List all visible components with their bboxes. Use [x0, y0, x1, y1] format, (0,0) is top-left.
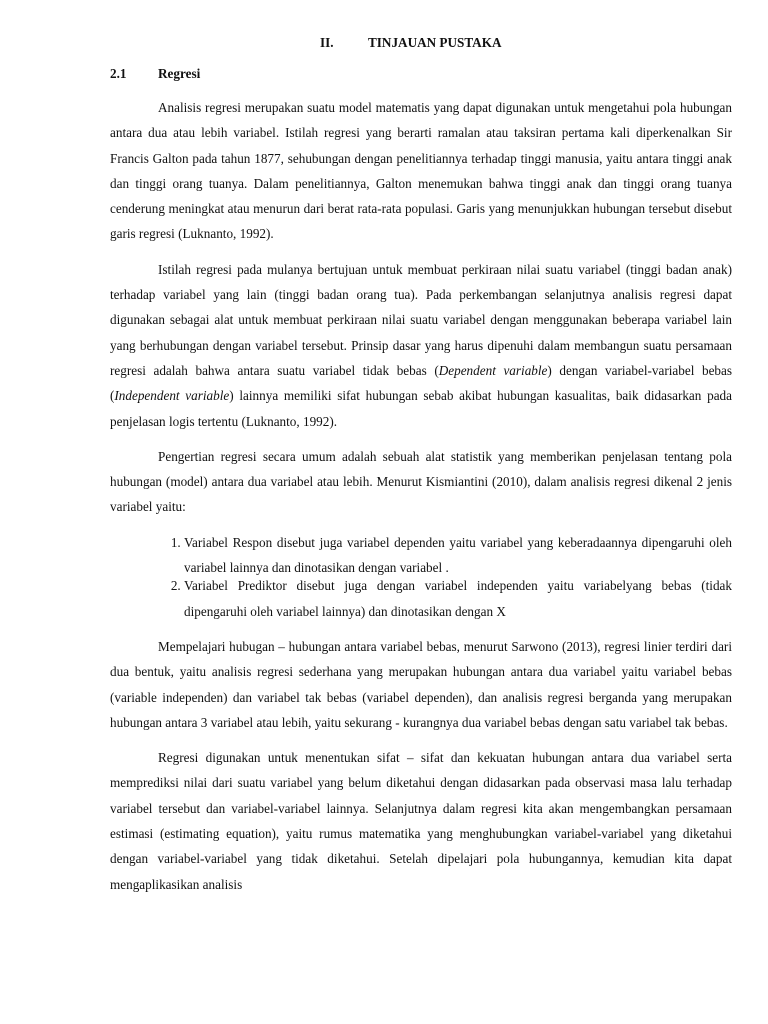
paragraph-2-italic-dependent: Dependent variable	[438, 362, 548, 378]
paragraph-2-text-c: ) lainnya memiliki sifat hubungan sebab akibat hubungan kasualitas, baik didasarkan pada penjelasan logis tertentu (Luknanto, 1992).	[110, 388, 732, 429]
chapter-heading	[320, 35, 501, 51]
paragraph-4: Mempelajari hubugan – hubungan antara variabel bebas, menurut Sarwono (2013), regresi linier terdiri dari dua bentuk, yaitu analisis regresi sederhana yang merupakan hubungan antara dua variabel yaitu variabel bebas (variable independen) dan variabel tak bebas (variabel dependen), dan analisis regresi berganda yang merupakan hubungan antara 3 variabel atau lebih, yaitu sekurang - kurangnya dua variabel bebas dengan satu variabel tak bebas.	[110, 638, 732, 730]
paragraph-2-text-a: Istilah regresi pada mulanya bertujuan untuk membuat perkiraan nilai suatu variabel (tinggi badan anak) terhadap variabel yang lain (tinggi badan orang tua). Pada perkembangan selanjutnya analisis regresi dapat digunakan sebagai alat untuk membuat perkiraan nilai suatu variabel dengan menggunakan beberapa variabel lain yang berhubungan dengan variabel tersebut. Prinsip dasar yang harus dipenuhi dalam membangun suatu persamaan regresi adalah bahwa antara suatu variabel tidak bebas (	[110, 261, 732, 378]
paragraph-3: Pengertian regresi secara umum adalah sebuah alat statistik yang memberikan penjelasan tentang pola hubungan (model) antara dua variabel atau lebih. Menurut Kismiantini (2010), dalam analisis regresi dikenal 2 jenis variabel yaitu:	[110, 448, 732, 515]
chapter-number: II.	[320, 35, 334, 50]
list-item: 2. Variabel Prediktor disebut juga dengan variabel independen yaitu variabelyang bebas (tidak dipengaruhi oleh variabel lainnya) dan dinotasikan dengan X	[184, 573, 732, 624]
list-item: 1. Variabel Respon disebut juga variabel dependen yaitu variabel yang keberadaannya dipengaruhi oleh variabel lainnya dan dinotasikan dengan variabel .	[184, 530, 732, 581]
paragraph-2	[110, 257, 732, 434]
paragraph-1: Analisis regresi merupakan suatu model matematis yang dapat digunakan untuk mengetahui pola hubungan antara dua atau lebih variabel. Istilah regresi yang berarti ramalan atau taksiran pertama kali diperkenalkan Sir Francis Galton pada tahun 1877, sehubungan dengan penelitiannya terhadap tinggi manusia, yaitu antara tinggi anak dan tinggi orang tuanya. Dalam penelitiannya, Galton menemukan bahwa tinggi anak dan tinggi orang tuanya cenderung meningkat atau menurun dari berat rata-rata populasi. Garis yang menunjukkan hubungan tersebut disebut garis regresi (Luknanto, 1992).	[110, 100, 732, 242]
section-number: 2.1	[110, 66, 127, 81]
chapter-title: TINJAUAN PUSTAKA	[368, 35, 502, 50]
section-title: Regresi	[158, 66, 201, 81]
body-text	[110, 95, 732, 907]
variable-list	[110, 530, 732, 624]
paragraph-2-text-b: ) dengan variabel-variabel bebas (	[110, 362, 732, 404]
section-heading	[110, 66, 200, 82]
paragraph-2-italic-independent: Independent variable	[114, 388, 230, 404]
paragraph-5: Regresi digunakan untuk menentukan sifat – sifat dan kekuatan hubungan antara dua variabel serta memprediksi nilai dari suatu variabel yang belum diketahui dengan didasarkan pada observasi masa lalu terhadap variabel tersebut dan variabel-variabel lainnya. Selanjutnya dalam regresi kita akan mengembangkan persamaan estimasi (estimating equation), yaitu rumus matematika yang menghubungkan variabel-variabel yang diketahui dengan variabel-variabel yang tidak diketahui. Setelah dipelajari pola hubungannya, kemudian kita dapat mengaplikasikan analisis	[110, 750, 732, 892]
